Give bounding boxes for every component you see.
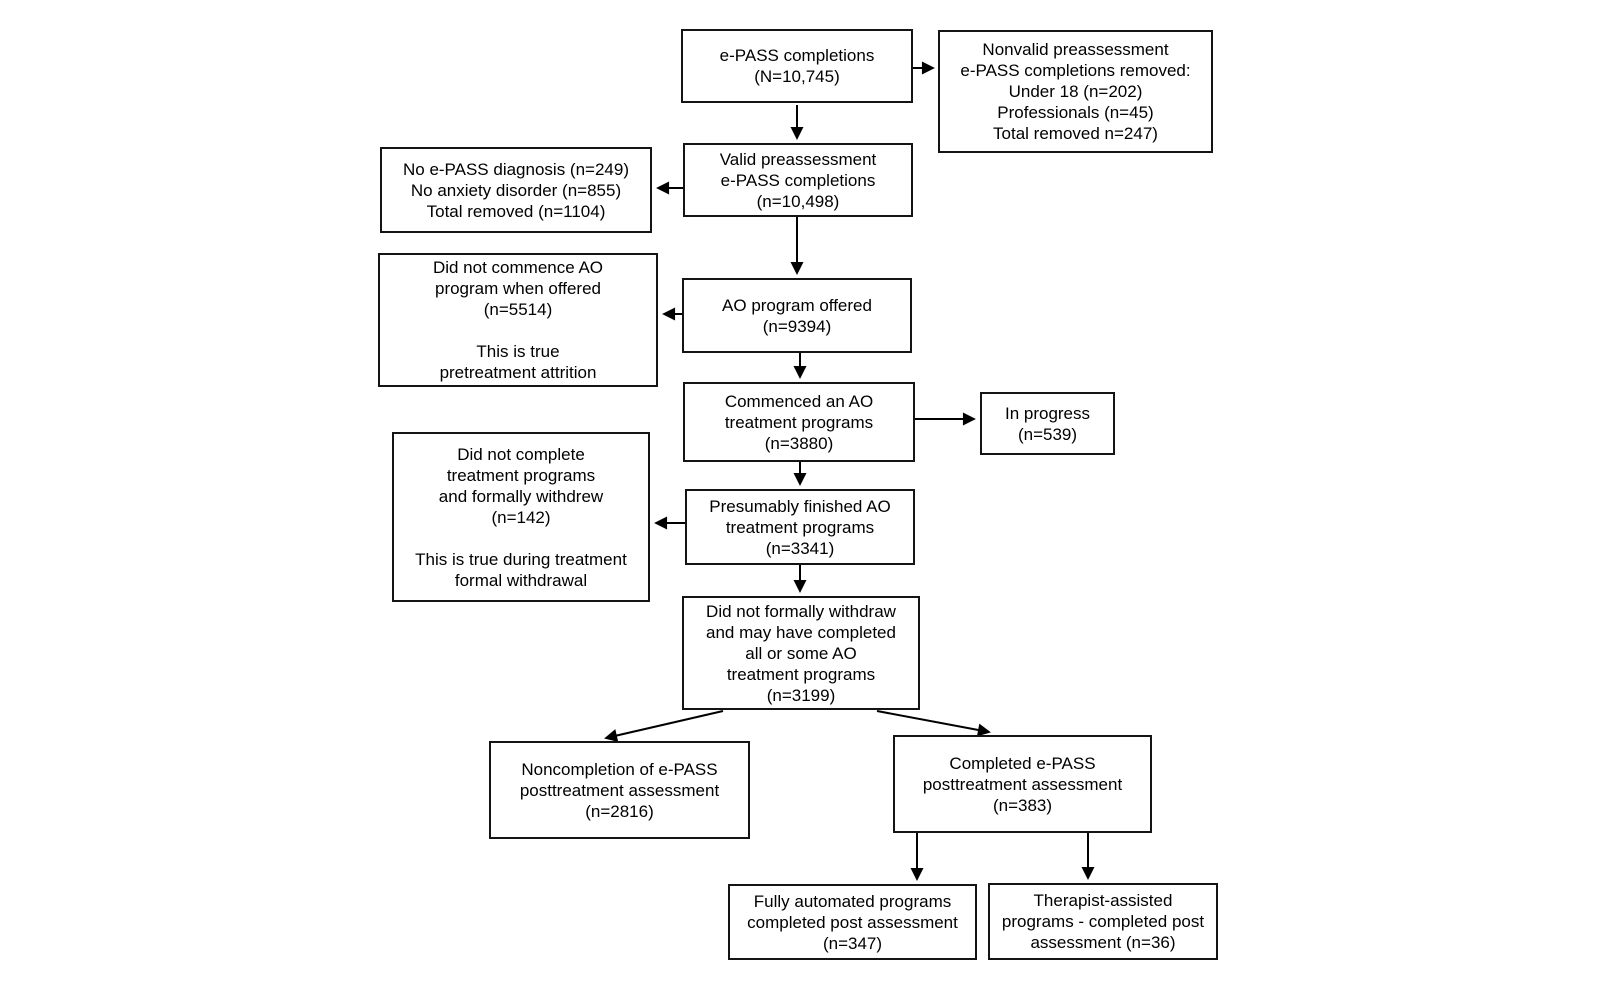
node-noncompletion-post — [489, 741, 750, 839]
node-did-not-commence — [378, 253, 658, 387]
node-text-line: posttreatment assessment — [519, 780, 720, 800]
node-text-line: (n=10,498) — [756, 191, 840, 211]
node-text-line: treatment programs — [726, 664, 876, 684]
node-text-line: treatment programs — [725, 517, 875, 537]
node-text-line: pretreatment attrition — [439, 363, 597, 382]
node-text-line: e-PASS completions — [719, 46, 875, 65]
node-text-line: In progress — [1004, 403, 1091, 423]
node-text-line: (n=142) — [491, 507, 551, 527]
node-valid-preassessment — [683, 143, 913, 217]
node-text-line: (n=5514) — [483, 300, 553, 319]
node-text-line: (n=2816) — [585, 801, 654, 821]
node-text-line: posttreatment assessment — [922, 774, 1123, 794]
node-text-line: Professionals (n=45) — [997, 103, 1154, 122]
node-text-line: This is true — [476, 342, 560, 361]
node-text-line: treatment programs — [446, 465, 596, 485]
node-text-line: and may have completed — [706, 622, 896, 642]
node-presumably-finished — [685, 489, 915, 565]
node-text-line: completed post assessment — [747, 912, 958, 932]
node-text-line: AO program offered — [722, 295, 872, 315]
node-text-line: No e-PASS diagnosis (n=249) — [402, 159, 629, 179]
node-text-line: Nonvalid preassessment — [982, 40, 1169, 59]
node-text-line: Noncompletion of e-PASS — [521, 759, 718, 779]
node-text-line — [398, 528, 644, 549]
node-text-line: all or some AO — [745, 643, 857, 663]
node-text-line: formal withdrawal — [454, 570, 588, 590]
node-commenced-ao — [683, 382, 915, 462]
node-text-line: (n=539) — [1017, 424, 1078, 444]
node-text-line: (n=3880) — [764, 433, 834, 453]
node-therapist-assisted — [988, 883, 1218, 960]
node-did-not-complete — [392, 432, 650, 602]
node-text-line: Valid preassessment — [719, 149, 877, 169]
node-did-not-withdraw — [682, 596, 920, 710]
node-text-line: (n=3341) — [765, 538, 835, 558]
node-text-line: e-PASS completions — [720, 170, 876, 190]
node-fully-automated — [728, 884, 977, 960]
node-text-line: Therapist-assisted — [1033, 891, 1173, 910]
node-text-line: No anxiety disorder (n=855) — [410, 180, 622, 200]
node-text-line: treatment programs — [724, 412, 874, 432]
node-completed-post — [893, 735, 1152, 833]
node-text-line: and formally withdrew — [438, 486, 604, 506]
node-text-line: Under 18 (n=202) — [1008, 82, 1143, 101]
node-ao-program-offered — [682, 278, 912, 353]
node-no-diagnosis — [380, 147, 652, 233]
arrow-nowithdraw-to-noncompletion — [606, 711, 723, 738]
node-text-line: This is true during treatment — [415, 549, 627, 569]
node-text-line — [384, 320, 652, 341]
node-text-line: (n=347) — [822, 933, 883, 953]
node-text-line: Presumably finished AO — [709, 496, 891, 516]
node-text-line: (n=383) — [992, 795, 1053, 815]
node-text-line: program when offered — [434, 279, 601, 298]
arrow-nowithdraw-to-completed — [877, 711, 989, 732]
node-text-line: Fully automated programs — [753, 891, 952, 911]
node-text-line: (n=3199) — [766, 685, 836, 705]
node-text-line: Total removed (n=1104) — [426, 201, 606, 221]
node-epass-completions — [681, 29, 913, 103]
node-text-line: Commenced an AO — [724, 391, 874, 411]
node-text-line: (n=9394) — [762, 316, 832, 336]
node-text-line: Total removed n=247) — [993, 124, 1158, 143]
node-text-line: Did not formally withdraw — [706, 601, 896, 621]
node-text-line: Completed e-PASS — [949, 753, 1096, 773]
node-text-line: assessment (n=36) — [1030, 933, 1176, 952]
node-text-line: (N=10,745) — [754, 67, 840, 86]
node-text-line: e-PASS completions removed: — [960, 61, 1191, 80]
node-text-line: Did not commence AO — [432, 258, 604, 277]
node-text-line: programs - completed post — [1001, 912, 1205, 931]
node-nonvalid-removed — [938, 30, 1213, 153]
node-text-line: Did not complete — [457, 444, 585, 464]
node-in-progress — [980, 392, 1115, 455]
